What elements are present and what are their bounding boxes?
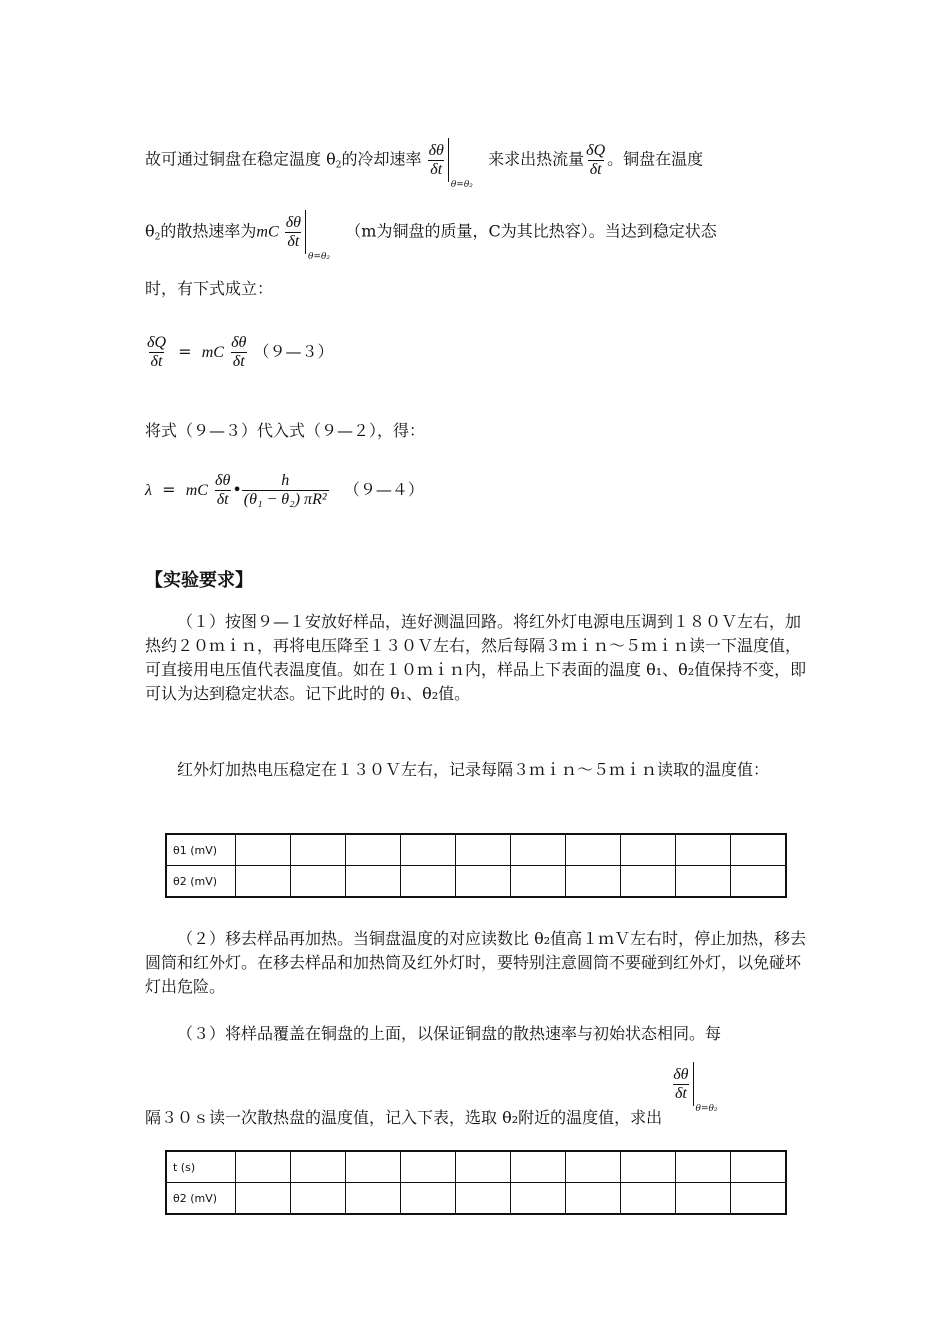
table-cell[interactable] xyxy=(346,1151,401,1183)
table-cell[interactable] xyxy=(566,1183,621,1215)
table-cell[interactable] xyxy=(621,866,676,898)
table-cell[interactable] xyxy=(676,834,731,866)
subscript: 2 xyxy=(335,160,342,171)
table-cell[interactable] xyxy=(676,1183,731,1215)
evaluation-subscript: θ=θ₂ xyxy=(695,1103,718,1114)
table-cell[interactable] xyxy=(401,1183,456,1215)
mc-symbol: mC xyxy=(185,482,208,499)
table-cell[interactable] xyxy=(291,1151,346,1183)
equals-sign: = xyxy=(162,480,176,499)
text: 的冷却速率 xyxy=(341,149,422,169)
row-label: t (s) xyxy=(166,1151,236,1183)
equation-9-4 xyxy=(145,472,424,509)
text: 故可通过铜盘在稳定温度 θ xyxy=(145,149,336,169)
table-cell[interactable] xyxy=(236,834,291,866)
table-cell[interactable] xyxy=(621,1183,676,1215)
lambda-symbol: λ xyxy=(145,482,152,499)
cooling-table xyxy=(165,1150,787,1215)
text: θ xyxy=(145,221,155,241)
table-cell[interactable] xyxy=(511,1151,566,1183)
table-cell[interactable] xyxy=(456,1183,511,1215)
paragraph-2: 红外灯加热电压稳定在１３０Ｖ左右，记录每隔３ｍｉｎ～５ｍｉｎ读取的温度值： xyxy=(177,760,770,779)
row-label: θ1 (mV) xyxy=(166,834,236,866)
table-cell[interactable] xyxy=(621,834,676,866)
table-cell[interactable] xyxy=(511,866,566,898)
table-cell[interactable] xyxy=(291,834,346,866)
table-cell[interactable] xyxy=(401,1151,456,1183)
text-line-4: 将式（９—３）代入式（９—２），得： xyxy=(145,421,426,440)
multiply-dot: • xyxy=(232,480,242,499)
table-cell[interactable] xyxy=(456,834,511,866)
temperature-table xyxy=(165,833,787,898)
table-cell[interactable] xyxy=(236,1151,291,1183)
table-cell[interactable] xyxy=(566,1151,621,1183)
heat-flow-fraction: $\frac{\delta Q}{\delta t}$ xyxy=(586,141,606,178)
table-cell[interactable] xyxy=(291,866,346,898)
table-cell[interactable] xyxy=(731,866,787,898)
evaluation-bar xyxy=(448,138,449,182)
equals-sign: = xyxy=(178,342,192,361)
table-cell[interactable] xyxy=(511,834,566,866)
geometry-fraction: $\frac{h}{\text{(θ₁ − θ₂) πR²}}$ xyxy=(243,472,327,508)
mc-symbol: mC xyxy=(256,223,279,241)
table-row xyxy=(166,834,786,866)
mc-symbol: mC xyxy=(201,344,224,361)
table-cell[interactable] xyxy=(456,1151,511,1183)
table-row xyxy=(166,1151,786,1183)
table-cell[interactable] xyxy=(731,834,787,866)
text: 隔３０ｓ读一次散热盘的温度值，记入下表，选取 θ₂附近的温度值，求出 xyxy=(145,1107,663,1127)
dissipation-rate-fraction: $\frac{\delta\theta}{\delta t}$ xyxy=(285,213,302,250)
evaluation-subscript: θ=θ₂ xyxy=(308,251,331,262)
equation-label: （９—３） xyxy=(253,342,334,361)
table-cell[interactable] xyxy=(511,1183,566,1215)
subscript: 2 xyxy=(154,232,161,243)
table-cell[interactable] xyxy=(346,1183,401,1215)
equation-label: （９—４） xyxy=(343,480,424,499)
table-cell[interactable] xyxy=(731,1183,787,1215)
evaluation-subscript: θ=θ₂ xyxy=(450,179,473,190)
evaluation-bar xyxy=(305,210,306,254)
paragraph-4-line-2 xyxy=(145,1062,718,1127)
table-cell[interactable] xyxy=(346,834,401,866)
table-cell[interactable] xyxy=(401,866,456,898)
cooling-rate-fraction: $\frac{\delta\theta}{\delta t}$ xyxy=(428,141,444,178)
table-row xyxy=(166,866,786,898)
table-cell[interactable] xyxy=(566,834,621,866)
lhs-fraction: $\frac{\delta Q}{\delta t}$ xyxy=(147,334,166,370)
table-cell[interactable] xyxy=(401,834,456,866)
text: 的散热速率为 xyxy=(160,221,257,241)
text: （m为铜盘的质量，C为其比热容）。当达到稳定状态 xyxy=(345,221,717,241)
table-cell[interactable] xyxy=(456,866,511,898)
text: 。铜盘在温度 xyxy=(607,149,704,169)
text-line-3: 时，有下式成立： xyxy=(145,279,274,298)
rhs-fraction: $\frac{\delta\theta}{\delta t}$ xyxy=(231,334,247,370)
text-line-2 xyxy=(145,210,717,268)
row-label: θ2 (mV) xyxy=(166,1183,236,1215)
paragraph-1: （１）按图９—１安放好样品，连好测温回路。将红外灯电源电压调到１８０Ｖ左右，加热约２０ｍｉｎ，再将电压降至１３０Ｖ左右，然后每隔３ｍｉｎ～５ｍｉｎ读一下温度值，可直接用电压值代表温度值。如在１０ｍｉｎ内，样品上下表面的温度 θ₁、θ₂值保持不变，即可认为达到稳定状态。记下此时的 θ₁、θ₂值。 xyxy=(145,612,807,703)
paragraph-3: （２）移去样品再加热。当铜盘温度的对应读数比 θ₂值高１ｍＶ左右时，停止加热，移去圆筒和红外灯。在移去样品和加热筒及红外灯时，要特别注意圆筒不要碰到红外灯，以免碰坏灯出危险。 xyxy=(145,929,807,996)
row-label: θ2 (mV) xyxy=(166,866,236,898)
table-cell[interactable] xyxy=(566,866,621,898)
table-cell[interactable] xyxy=(346,866,401,898)
evaluation-bar xyxy=(693,1062,694,1106)
table-row xyxy=(166,1183,786,1215)
cooling-rate-fraction: $\frac{\delta\theta}{\delta t}$ xyxy=(673,1065,689,1102)
table-cell[interactable] xyxy=(291,1183,346,1215)
text: 来求出热流量 xyxy=(488,149,585,169)
table-cell[interactable] xyxy=(236,1183,291,1215)
section-heading: 【实验要求】 xyxy=(145,570,253,591)
text-line-1 xyxy=(145,138,703,196)
table-cell[interactable] xyxy=(676,1151,731,1183)
table-cell[interactable] xyxy=(731,1151,787,1183)
rate-fraction: $\frac{\delta\theta}{\delta t}$ xyxy=(215,472,231,508)
table-cell[interactable] xyxy=(676,866,731,898)
table-cell[interactable] xyxy=(236,866,291,898)
table-cell[interactable] xyxy=(621,1151,676,1183)
paragraph-4-line-1: （３）将样品覆盖在铜盘的上面，以保证铜盘的散热速率与初始状态相同。每 xyxy=(177,1024,722,1043)
equation-9-3 xyxy=(145,334,333,371)
